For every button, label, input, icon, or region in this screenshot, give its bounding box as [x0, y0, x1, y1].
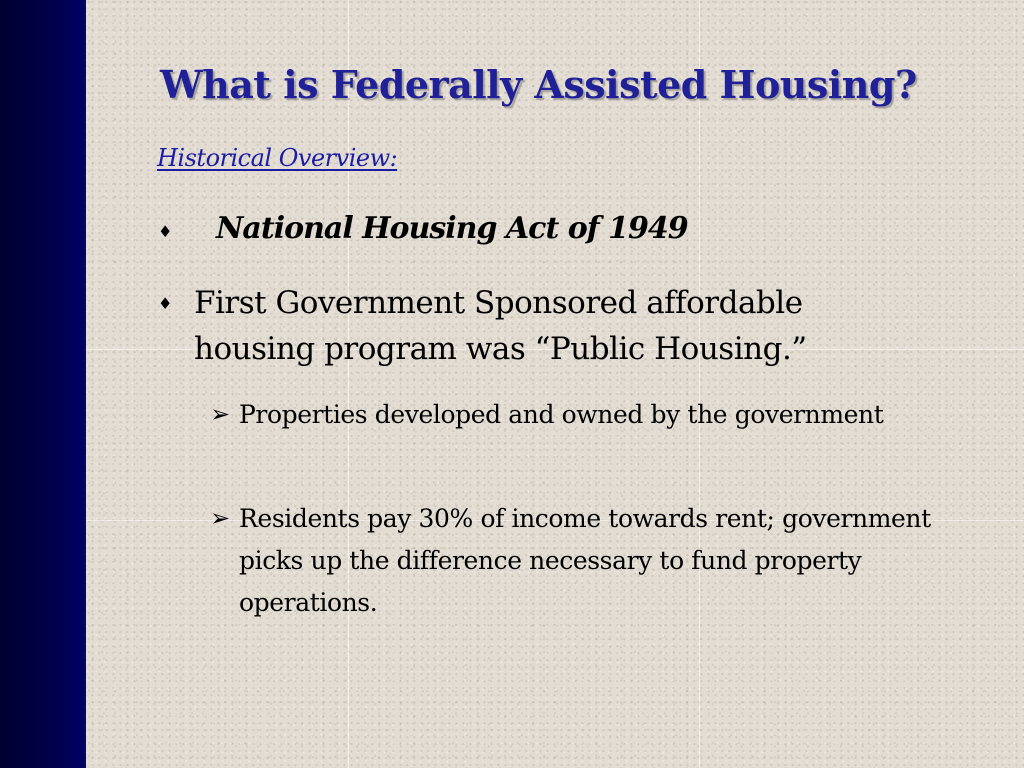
- slide-subtitle: Historical Overview:: [157, 144, 398, 172]
- arrow-bullet-icon: ➢: [210, 504, 231, 532]
- grid-line-vertical: [348, 0, 349, 768]
- bullet-text: First Government Sponsored affordable housing program was “Public Housing.”: [194, 285, 807, 367]
- side-bar-edge: [84, 0, 86, 768]
- side-bar: [0, 0, 86, 768]
- slide-title: What is Federally Assisted Housing?: [160, 62, 917, 107]
- sub-bullet-text: Properties developed and owned by the government: [239, 400, 884, 429]
- diamond-bullet-icon: ♦: [158, 294, 173, 313]
- bullet-text: National Housing Act of 1949: [216, 211, 688, 246]
- grid-line-vertical: [699, 0, 700, 768]
- diamond-bullet-icon: ♦: [158, 222, 173, 241]
- arrow-bullet-icon: ➢: [210, 400, 231, 428]
- sub-bullet-text: Residents pay 30% of income towards rent; government picks up the difference necessary to fund property operations.: [239, 504, 931, 617]
